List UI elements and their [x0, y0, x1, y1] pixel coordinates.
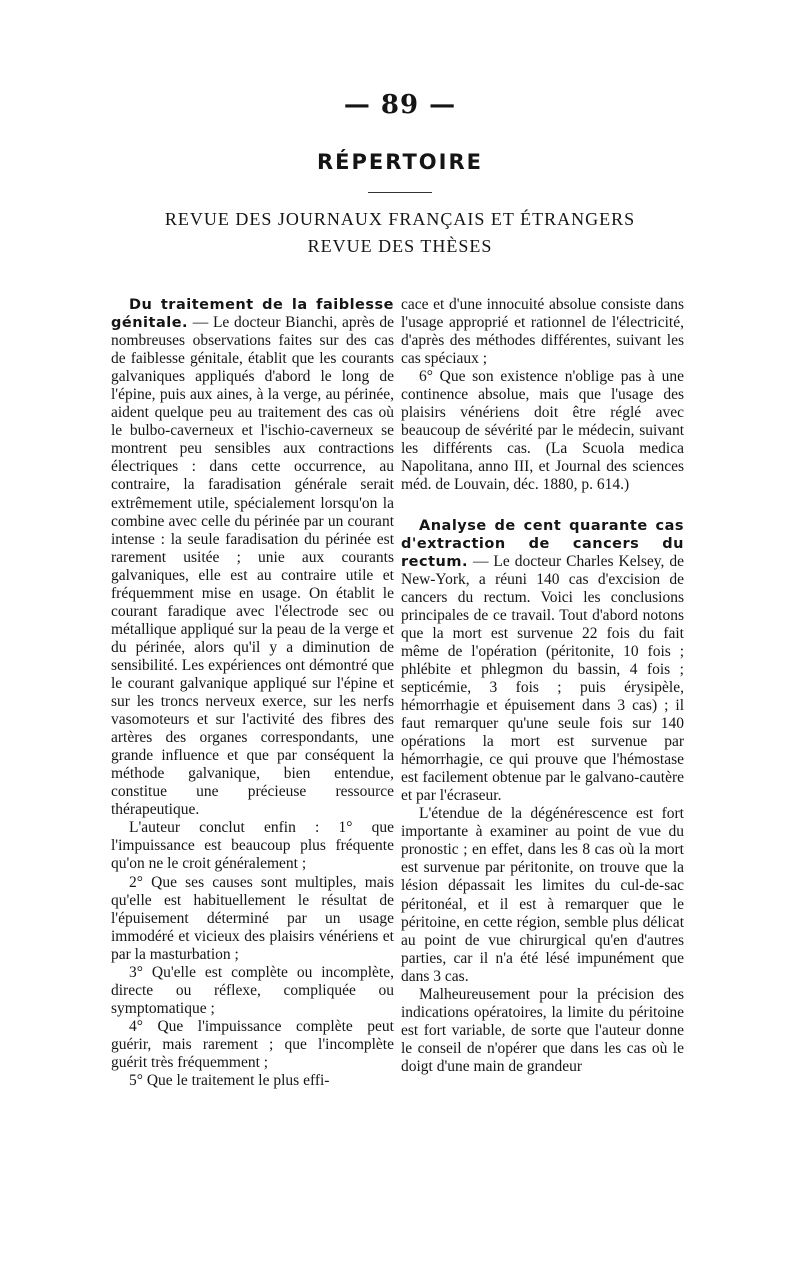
paragraph: 6° Que son existence n'oblige pas à une continence absolue, mais que l'usage des plaisirs vénériens doit être réglé avec beaucoup de sévérité par le médecin, suivant les différents cas. (La Scuola medica Napolitana, anno III, et Journal des sciences méd. de Louvain, déc. 1880, p. 614.): [401, 368, 684, 494]
left-column: [111, 296, 394, 1090]
page-number: — 89 —: [343, 90, 457, 120]
article-heading: Du traitement de la faiblesse génitale.: [111, 297, 394, 332]
paragraph: Malheureusement pour la précision des indications opératoires, la limite du péritoine est fort variable, de sorte que l'auteur donne le conseil de n'opérer que dans les cas où le doigt d'une main de grandeur: [401, 985, 684, 1075]
paragraph: L'auteur conclut enfin : 1° que l'impuissance est beaucoup plus fréquente qu'on ne le croit généralement ;: [111, 819, 394, 873]
article-heading: Analyse de cent quarante cas d'extraction de cancers du rectum.: [401, 517, 684, 570]
paragraph: 4° Que l'impuissance complète peut guérir, mais rarement ; que l'incomplète guérit très fréquemment ;: [111, 1017, 394, 1071]
paragraph: L'étendue de la dégénérescence est fort importante à examiner au point de vue du pronostic ; en effet, dans les 8 cas où la mort est survenue par péritonite, on trouve que la lésion dépassait les limites du cul-de-sac péritonéal, et il est à remarquer que le péritoine, en cette région, semble plus délicat au point de vue chirurgical qu'en d'autres parties, car il n'a été lésé impunément que dans 3 cas.: [401, 805, 684, 985]
right-column: [401, 296, 684, 1076]
section-title: RÉPERTOIRE: [317, 150, 483, 174]
article-impotence: [111, 296, 394, 819]
paragraph: cace et d'une innocuité absolue consiste dans l'usage approprié et rationnel de l'électricité, d'après des méthodes différentes, suivant les cas spéciaux ;: [401, 296, 684, 368]
paragraph: 5° Que le traitement le plus effi-: [129, 1072, 330, 1090]
paragraph: 3° Qu'elle est complète ou incomplète, directe ou réflexe, compliquée ou symptomatique ;: [111, 963, 394, 1017]
title-rule: [368, 192, 432, 193]
subtitle-journals: REVUE DES JOURNAUX FRANÇAIS ET ÉTRANGERS: [164, 209, 636, 229]
article-rectum: [401, 517, 684, 806]
article-body: — Le docteur Charles Kelsey, de New-York, a réuni 140 cas d'excision de cancers du rectum. Voici les conclusions principales de ce travail. Tout d'abord notons que la mort est survenue 22 fois du fait même de l'opération (péritonite, 10 fois ; phlébite et phlegmon du bassin, 4 fois ; septicémie, 3 fois ; puis érysipèle, hémorrhagie et épuisement dans 3 cas) ; il faut remarquer qu'une seule fois sur 140 opérations la mort est survenue par hémorrhagie, ce qui prouve que l'hémostase est facilement obtenue par le galvano-cautère et par l'écraseur.: [401, 552, 685, 805]
paragraph: 2° Que ses causes sont multiples, mais qu'elle est habituellement le résultat de l'épuisement déterminé par un usage immodéré et vicieux des plaisirs vénériens et par la masturbation ;: [111, 873, 394, 963]
subtitle-theses: REVUE DES THÈSES: [307, 236, 493, 256]
article-body: — Le docteur Bianchi, après de nombreuses observations faites sur des cas de faiblesse génitale, établit que les courants galvaniques appliqués d'abord le long de l'épine, puis aux aines, à la verge, au périnée, aident quelque peu au traitement des cas où le bulbo-caverneux et l'ischio-caverneux se montrent peu sensibles aux contractions électriques : dans cette occurrence, au contraire, la faradisation générale serait extrêmement utile, spécialement lorsqu'on la combine avec celle du périnée par un courant intense : la seule faradisation du périnée est rarement usitée ; unie aux courants galvaniques, elle est au contraire utile et fréquemment mise en usage. On établit le courant faradique avec l'électrode sec ou métallique appliqué sur la peau de la verge et du périnée, alors qu'il y a diminution de sensibilité. Les expériences ont démontré que le courant galvanique appliqué sur l'épine et sur les troncs nerveux exerce, sur les nerfs vasomoteurs et sur l'activité des fibres des artères des organes correspondants, une grande influence et que par conséquent la méthode galvanique, bien entendue, constitue une précieuse ressource thérapeutique.: [111, 314, 394, 819]
